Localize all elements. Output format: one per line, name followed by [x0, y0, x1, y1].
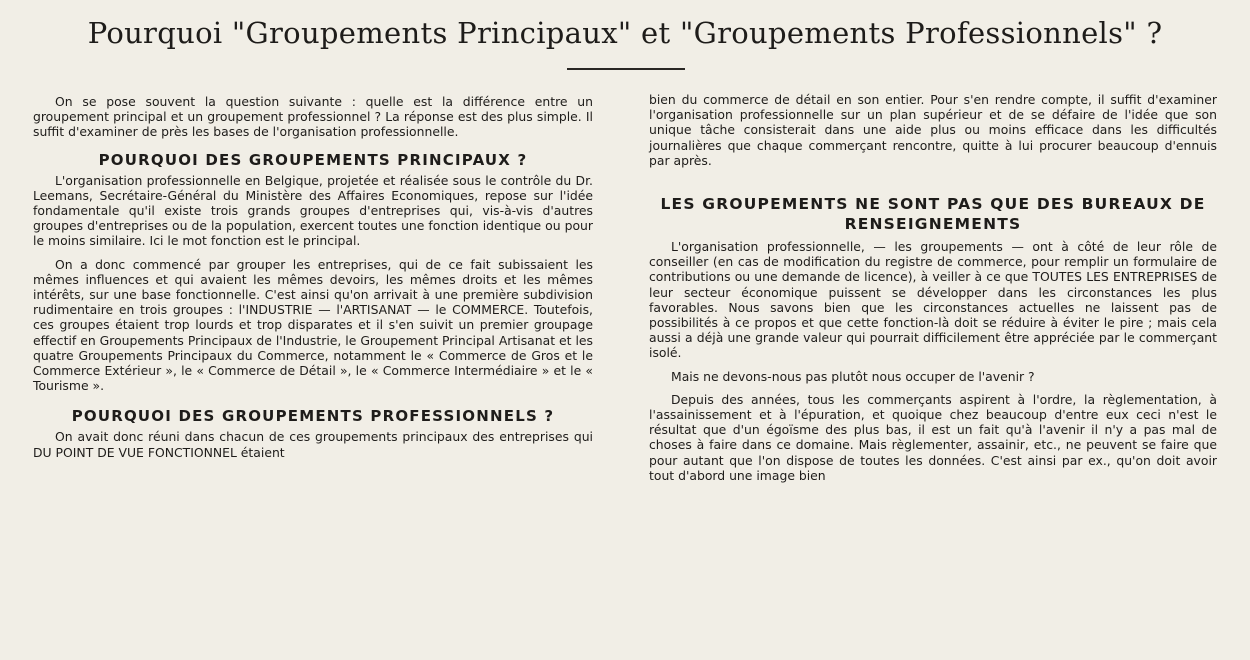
paragraph-avenir: Mais ne devons-nous pas plutôt nous occuper de l'avenir ?	[671, 368, 1035, 384]
page-title: Pourquoi "Groupements Principaux" et "Groupements Professionnels" ?	[87, 16, 1163, 50]
intro-paragraph: On se pose souvent la question suivante : quelle est la différence entre un groupement principal et un groupement professionnel ? La réponse est des plus simple. Il suffit d'examiner de près les bases de l'organisation professionnelle.	[33, 94, 593, 140]
title-underline	[567, 68, 685, 70]
section-heading-groupements-principaux: POURQUOI DES GROUPEMENTS PRINCIPAUX ?	[98, 150, 528, 169]
left-column	[33, 94, 593, 460]
right-column	[649, 92, 1217, 483]
paragraph-continuation: bien du commerce de détail en son entier. Pour s'en rendre compte, il suffit d'examiner l'organisation professionnelle sur un plan supérieur et de se défaire de l'idée que son unique tâche consisterait dans une aide plus ou moins efficace dans les difficultés journalières que chaque commerçant rencontre, quitte à lui procurer beaucoup d'ennuis par après.	[649, 92, 1217, 168]
paragraph-fonctionnel: On avait donc réuni dans chacun de ces groupements principaux des entreprises qui DU POINT DE VUE FONCTIONNEL étaient	[33, 429, 593, 460]
paragraph-reglementation: Depuis des années, tous les commerçants aspirent à l'ordre, la règlementation, à l'assainissement et à l'épuration, et quoique chez beaucoup d'entre eux ceci n'est le résultat que d'un égoïsme des plus bas, il est un fait qu'à l'avenir il n'y a pas mal de choses à faire dans ce domaine. Mais règlementer, assainir, etc., ne peuvent se faire que pour autant que l'on dispose de toutes les données. C'est ainsi par ex., qu'on doit avoir tout d'abord une image bien	[649, 391, 1217, 483]
section-heading-groupements-professionnels: POURQUOI DES GROUPEMENTS PROFESSIONNELS ?	[71, 407, 555, 426]
paragraph-organisation: L'organisation professionnelle en Belgique, projetée et réalisée sous le contrôle du Dr. Leemans, Secrétaire-Général du Ministère des Affaires Economiques, repose sur l'idée fondamentale qu'il existe trois grands groupes d'entreprises qui, vis-à-vis d'autres groupes d'entreprises ou de la population, exercent toutes une fonction identique ou pour le moins similaire. Ici le mot fonction est le principal.	[33, 172, 593, 249]
paragraph-regroupement: On a donc commencé par grouper les entreprises, qui de ce fait subissaient les mêmes influences et qui avaient les mêmes devoirs, les mêmes droits et les mêmes intérêts, sur une base fonctionnelle. C'est ainsi qu'on arrivait à une première subdivision rudimentaire en trois groupes : l'INDUSTRIE — l'ARTISANAT — le COMMERCE. Toutefois, ces groupes étaient trop lourds et trop disparates et il s'en suivit un premier groupage effectif en Groupements Principaux de l'Industrie, le Groupement Principal Artisanat et les quatre Groupements Principaux du Commerce, notamment le « Commerce de Gros et le Commerce Extérieur », le « Commerce de Détail », le « Commerce Intermédiaire » et le « Tourisme ».	[33, 256, 593, 394]
paragraph-role-conseiller: L'organisation professionnelle, — les groupements — ont à côté de leur rôle de conseiller (en cas de modification du registre de commerce, pour remplir un formulaire de contributions ou une demande de licence), à veiller à ce que TOUTES LES ENTREPRISES de leur secteur économique puissent se développer dans les circonstances les plus favorables. Nous savons bien que les circonstances actuelles ne laissent pas de possibilités à ce propos et que cette fonction-là doit se réduire à éviter le pire ; mais cela aussi a déjà une grande valeur qui pourrait difficilement être appréciée par le commerçant isolé.	[649, 239, 1217, 361]
section-heading-bureaux-renseignements: LES GROUPEMENTS NE SONT PAS QUE DES BUREAUX DE RENSEIGNEMENTS	[660, 195, 1206, 234]
